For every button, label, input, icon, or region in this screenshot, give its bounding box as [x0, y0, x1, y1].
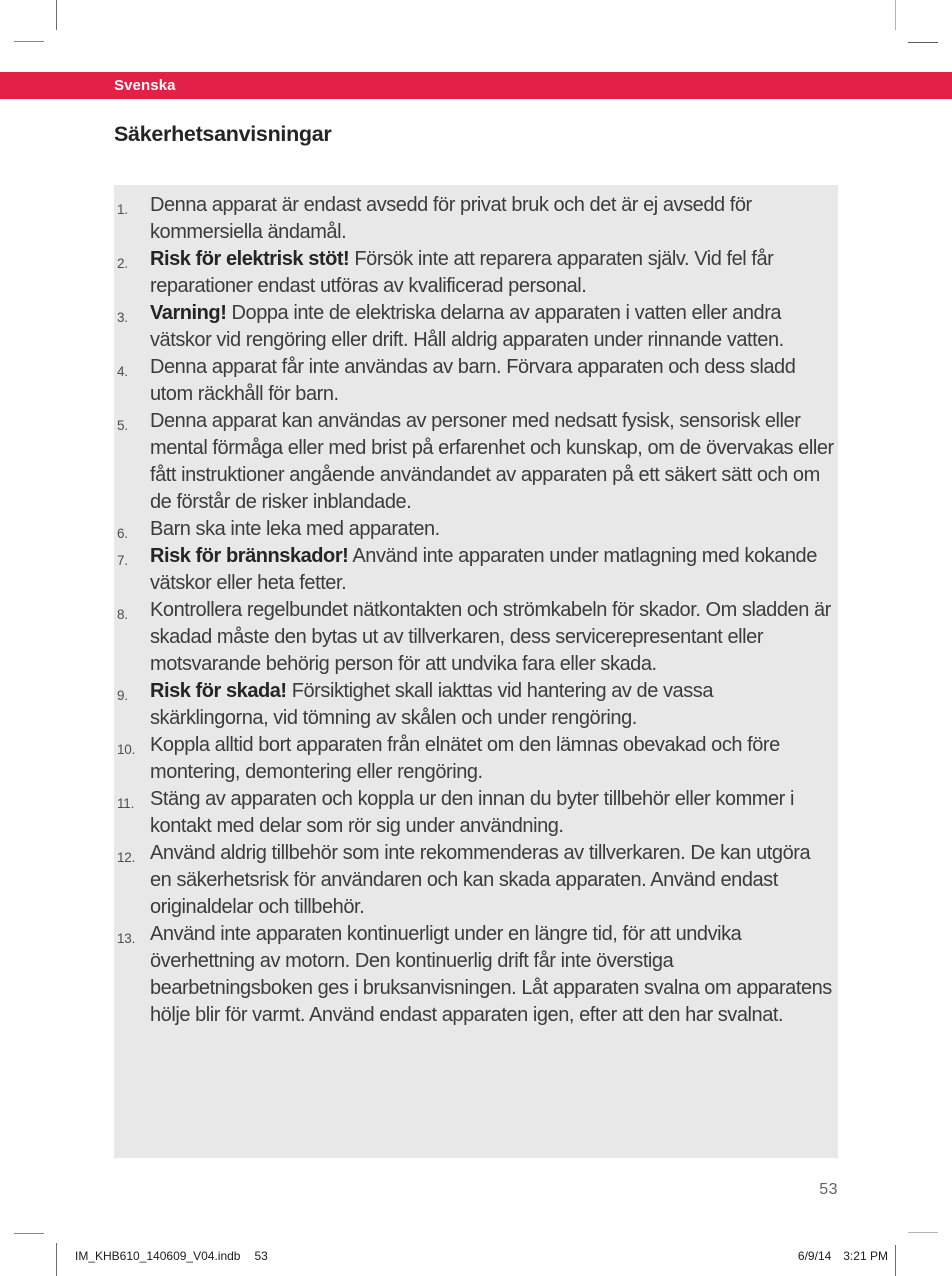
safety-list	[117, 192, 836, 1029]
list-item-number: 5.	[117, 418, 128, 433]
list-item	[117, 192, 836, 246]
list-item-text: Kontrollera regelbundet nätkontakten och strömkabeln för skador. Om sladden är skadad måste den bytas ut av tillverkaren, dess servicerepresentant eller motsvarande behörig person för att undvika fara eller skada.	[150, 599, 831, 675]
list-item-text: Risk för skada! Försiktighet skall iakttas vid hantering av de vassa skärklingorna, vid tömning av skålen och under rengöring.	[150, 680, 714, 729]
list-item-number: 7.	[117, 553, 128, 568]
list-item-text: Risk för elektrisk stöt! Försök inte att reparera apparaten själv. Vid fel får reparationer endast utföras av kvalificerad personal.	[150, 248, 774, 297]
list-item	[117, 732, 836, 786]
list-item	[117, 408, 836, 516]
list-item-number: 3.	[117, 310, 128, 325]
list-item	[117, 543, 836, 597]
list-item-text: Använd inte apparaten kontinuerligt under en längre tid, för att undvika överhettning av motorn. Den kontinuerlig drift får inte överstiga bearbetningsboken ges i bruksanvisningen. Låt apparaten svalna om apparatens hölje blir för varmt. Använd endast apparaten igen, efter att den har svalnat.	[150, 923, 832, 1026]
list-item	[117, 678, 836, 732]
list-item-text: Denna apparat är endast avsedd för privat bruk och det är ej avsedd för kommersiella ändamål.	[150, 194, 752, 243]
list-item-warning-label: Risk för elektrisk stöt!	[150, 248, 350, 270]
list-item-text: Denna apparat får inte användas av barn. Förvara apparaten och dess sladd utom räckhåll för barn.	[150, 356, 796, 405]
footer-timestamp	[798, 1249, 888, 1263]
page-title: Säkerhetsanvisningar	[114, 122, 332, 146]
list-item-warning-label: Risk för brännskador!	[150, 545, 349, 567]
crop-mark-top-left-horizontal	[14, 41, 44, 42]
list-item-number: 9.	[117, 688, 128, 703]
crop-mark-top-left-vertical	[56, 0, 57, 30]
list-item-number: 1.	[117, 202, 128, 217]
crop-mark-bottom-right-horizontal	[908, 1232, 938, 1233]
crop-mark-bottom-right-vertical	[895, 1245, 896, 1276]
list-item-number: 12.	[117, 850, 136, 865]
crop-mark-top-right-horizontal	[908, 42, 938, 43]
list-item	[117, 921, 836, 1029]
crop-mark-bottom-left-horizontal	[14, 1233, 44, 1234]
footer-file-page: 53	[254, 1249, 268, 1263]
list-item-text: Risk för brännskador! Använd inte apparaten under matlagning med kokande vätskor eller heta fetter.	[150, 545, 817, 594]
footer-file-info	[75, 1249, 268, 1263]
list-item	[117, 300, 836, 354]
crop-mark-bottom-left-vertical	[56, 1243, 57, 1276]
list-item	[117, 516, 836, 543]
list-item	[117, 354, 836, 408]
list-item-text: Stäng av apparaten och koppla ur den innan du byter tillbehör eller kommer i kontakt med delar som rör sig under användning.	[150, 788, 794, 837]
list-item-number: 10.	[117, 742, 136, 757]
page-number: 53	[819, 1181, 838, 1198]
list-item-warning-label: Risk för skada!	[150, 680, 287, 702]
list-item-number: 6.	[117, 526, 128, 541]
language-label: Svenska	[114, 77, 176, 94]
list-item	[117, 840, 836, 921]
list-item-text: Använd aldrig tillbehör som inte rekommenderas av tillverkaren. De kan utgöra en säkerhetsrisk för användaren och kan skada apparaten. Använd endast originaldelar och tillbehör.	[150, 842, 811, 918]
language-bar	[0, 72, 952, 99]
footer-file-name: IM_KHB610_140609_V04.indb	[75, 1249, 241, 1263]
list-item	[117, 786, 836, 840]
crop-mark-top-right-vertical	[895, 0, 896, 30]
list-item-text: Varning! Doppa inte de elektriska delarna av apparaten i vatten eller andra vätskor vid rengöring eller drift. Håll aldrig apparaten under rinnande vatten.	[150, 302, 784, 351]
footer-date: 6/9/14	[797, 1249, 832, 1263]
list-item-number: 2.	[117, 256, 128, 271]
list-item-number: 13.	[117, 931, 136, 946]
list-item-warning-label: Varning!	[150, 302, 227, 324]
list-item-number: 11.	[117, 796, 135, 811]
list-item-text: Koppla alltid bort apparaten från elnätet om den lämnas obevakad och före montering, demontering eller rengöring.	[150, 734, 780, 783]
list-item-number: 4.	[117, 364, 128, 379]
footer-time: 3:21 PM	[843, 1249, 888, 1263]
list-item-text: Denna apparat kan användas av personer med nedsatt fysisk, sensorisk eller mental förmåga eller med brist på erfarenhet och kunskap, om de övervakas eller fått instruktioner angående användandet av apparaten på ett säkert sätt och om de förstår de risker inblandade.	[150, 410, 834, 513]
list-item	[117, 246, 836, 300]
list-item	[117, 597, 836, 678]
list-item-number: 8.	[117, 607, 128, 622]
safety-instructions-panel	[114, 185, 838, 1158]
list-item-text: Barn ska inte leka med apparaten.	[150, 518, 440, 540]
